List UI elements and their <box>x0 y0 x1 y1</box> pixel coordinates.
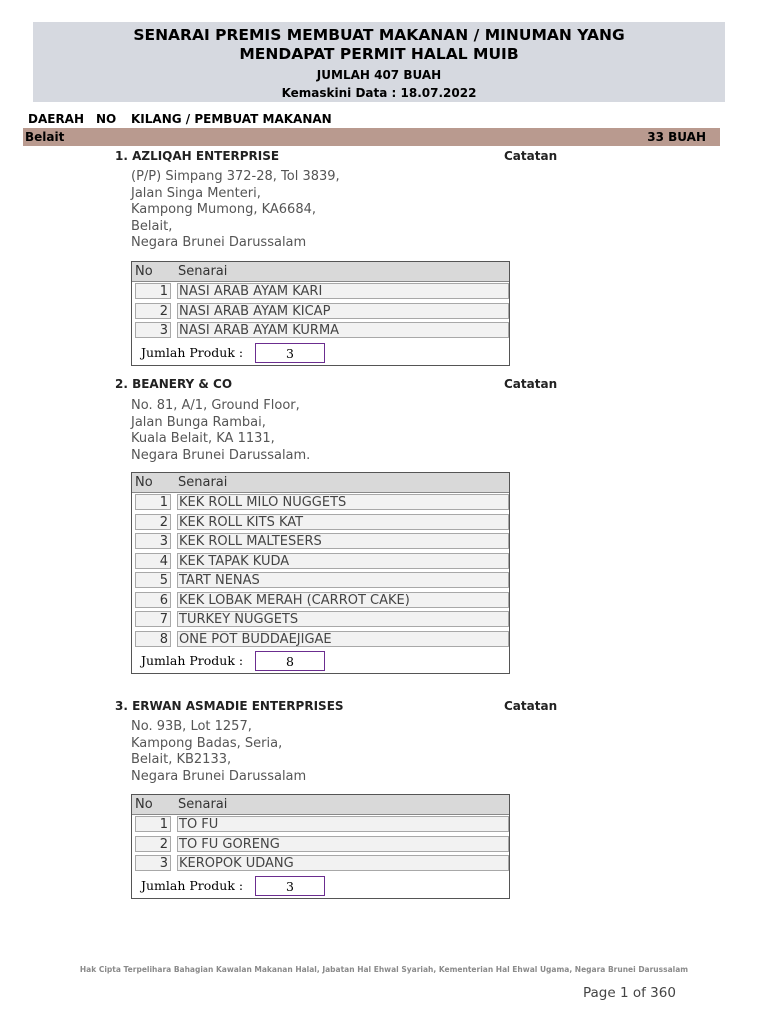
product-no: 2 <box>135 514 171 530</box>
product-no: 1 <box>135 494 171 510</box>
product-row <box>132 302 509 322</box>
product-name: TURKEY NUGGETS <box>177 611 509 627</box>
product-row <box>132 854 509 874</box>
product-no: 8 <box>135 631 171 647</box>
address-line: (P/P) Simpang 372-28, Tol 3839, <box>131 169 340 184</box>
address-line: Kampong Mumong, KA6684, <box>131 202 316 218</box>
document-title-line2: MENDAPAT PERMIT HALAL MUIB <box>239 45 519 63</box>
product-row <box>132 610 509 630</box>
entry-address <box>131 398 310 464</box>
header-no: No <box>135 797 153 812</box>
address-line: No. 81, A/1, Ground Floor, <box>131 398 300 413</box>
address-line: Jalan Singa Menteri, <box>131 185 261 201</box>
product-name: TART NENAS <box>177 572 509 588</box>
product-name: NASI ARAB AYAM KURMA <box>177 322 509 338</box>
product-no: 6 <box>135 592 171 608</box>
product-name: NASI ARAB AYAM KARI <box>177 283 509 299</box>
product-row <box>132 835 509 855</box>
product-name: TO FU <box>177 816 509 832</box>
column-header-daerah: DAERAH <box>28 112 85 126</box>
address-line: Negara Brunei Darussalam. <box>131 447 311 463</box>
header-no: No <box>135 264 153 279</box>
copyright-footer: Hak Cipta Terpelihara Bahagian Kawalan Makanan Halal, Jabatan Hal Ehwal Syariah, Kementerian Hal Ehwal Ugama, Negara Brunei Darussalam <box>79 965 689 974</box>
header-no: No <box>135 475 153 490</box>
product-row <box>132 552 509 572</box>
page-number: Page 1 of 360 <box>583 985 676 1001</box>
product-name: NASI ARAB AYAM KICAP <box>177 303 509 319</box>
address-line: Belait, KB2133, <box>131 752 232 768</box>
product-table <box>131 261 510 366</box>
address-line: Kuala Belait, KA 1131, <box>131 431 275 447</box>
premises-total: JUMLAH 407 BUAH <box>316 68 442 82</box>
product-name: KEK LOBAK MERAH (CARROT CAKE) <box>177 592 509 608</box>
product-row <box>132 513 509 533</box>
product-no: 3 <box>135 855 171 871</box>
region-name: Belait <box>25 130 65 144</box>
catatan-label: Catatan <box>504 149 558 163</box>
product-total <box>132 341 509 365</box>
product-table <box>131 794 510 899</box>
document-header <box>33 22 725 102</box>
product-no: 5 <box>135 572 171 588</box>
header-senarai: Senarai <box>178 797 228 812</box>
product-row <box>132 630 509 650</box>
product-name: KEK ROLL KITS KAT <box>177 514 509 530</box>
product-name: ONE POT BUDDAEJIGAE <box>177 631 509 647</box>
product-no: 3 <box>135 533 171 549</box>
product-row <box>132 815 509 835</box>
catatan-label: Catatan <box>504 377 558 391</box>
product-name: KEK TAPAK KUDA <box>177 553 509 569</box>
product-name: KEROPOK UDANG <box>177 855 509 871</box>
region-count: 33 BUAH <box>647 130 706 144</box>
product-row <box>132 321 509 341</box>
total-value: 3 <box>255 876 325 896</box>
update-date: Kemaskini Data : 18.07.2022 <box>281 86 477 100</box>
total-label: Jumlah Produk : <box>141 344 244 360</box>
product-no: 2 <box>135 303 171 319</box>
column-header-no: NO <box>96 112 117 126</box>
document-title-line1: SENARAI PREMIS MEMBUAT MAKANAN / MINUMAN YANG <box>133 26 625 44</box>
product-no: 1 <box>135 283 171 299</box>
product-row <box>132 571 509 591</box>
product-row <box>132 532 509 552</box>
product-name: KEK ROLL MILO NUGGETS <box>177 494 509 510</box>
product-table <box>131 472 510 674</box>
entry-title: 2. BEANERY & CO <box>115 377 233 391</box>
product-total <box>132 649 509 673</box>
column-header-kilang: KILANG / PEMBUAT MAKANAN <box>131 112 332 126</box>
product-row <box>132 493 509 513</box>
entry-address <box>131 719 306 785</box>
product-name: TO FU GORENG <box>177 836 509 852</box>
product-table-header <box>132 262 509 282</box>
entry-title: 1. AZLIQAH ENTERPRISE <box>115 149 280 163</box>
product-no: 3 <box>135 322 171 338</box>
total-label: Jumlah Produk : <box>141 877 244 893</box>
header-senarai: Senarai <box>178 475 228 490</box>
address-line: Kampong Badas, Seria, <box>131 735 283 751</box>
address-line: Jalan Bunga Rambai, <box>131 414 266 430</box>
product-table-header <box>132 473 509 493</box>
product-total <box>132 874 509 898</box>
address-line: Negara Brunei Darussalam <box>131 768 307 784</box>
product-table-header <box>132 795 509 815</box>
address-line: Negara Brunei Darussalam <box>131 235 307 251</box>
product-row <box>132 282 509 302</box>
total-value: 3 <box>255 343 325 363</box>
product-no: 4 <box>135 553 171 569</box>
product-no: 1 <box>135 816 171 832</box>
product-no: 2 <box>135 836 171 852</box>
catatan-label: Catatan <box>504 699 558 713</box>
entry-title: 3. ERWAN ASMADIE ENTERPRISES <box>115 699 344 713</box>
total-value: 8 <box>255 651 325 671</box>
address-line: Belait, <box>131 218 173 234</box>
product-name: KEK ROLL MALTESERS <box>177 533 509 549</box>
product-no: 7 <box>135 611 171 627</box>
product-row <box>132 591 509 611</box>
entry-address <box>131 169 340 252</box>
header-senarai: Senarai <box>178 264 228 279</box>
total-label: Jumlah Produk : <box>141 653 244 668</box>
address-line: No. 93B, Lot 1257, <box>131 719 252 734</box>
region-bar <box>23 128 720 146</box>
